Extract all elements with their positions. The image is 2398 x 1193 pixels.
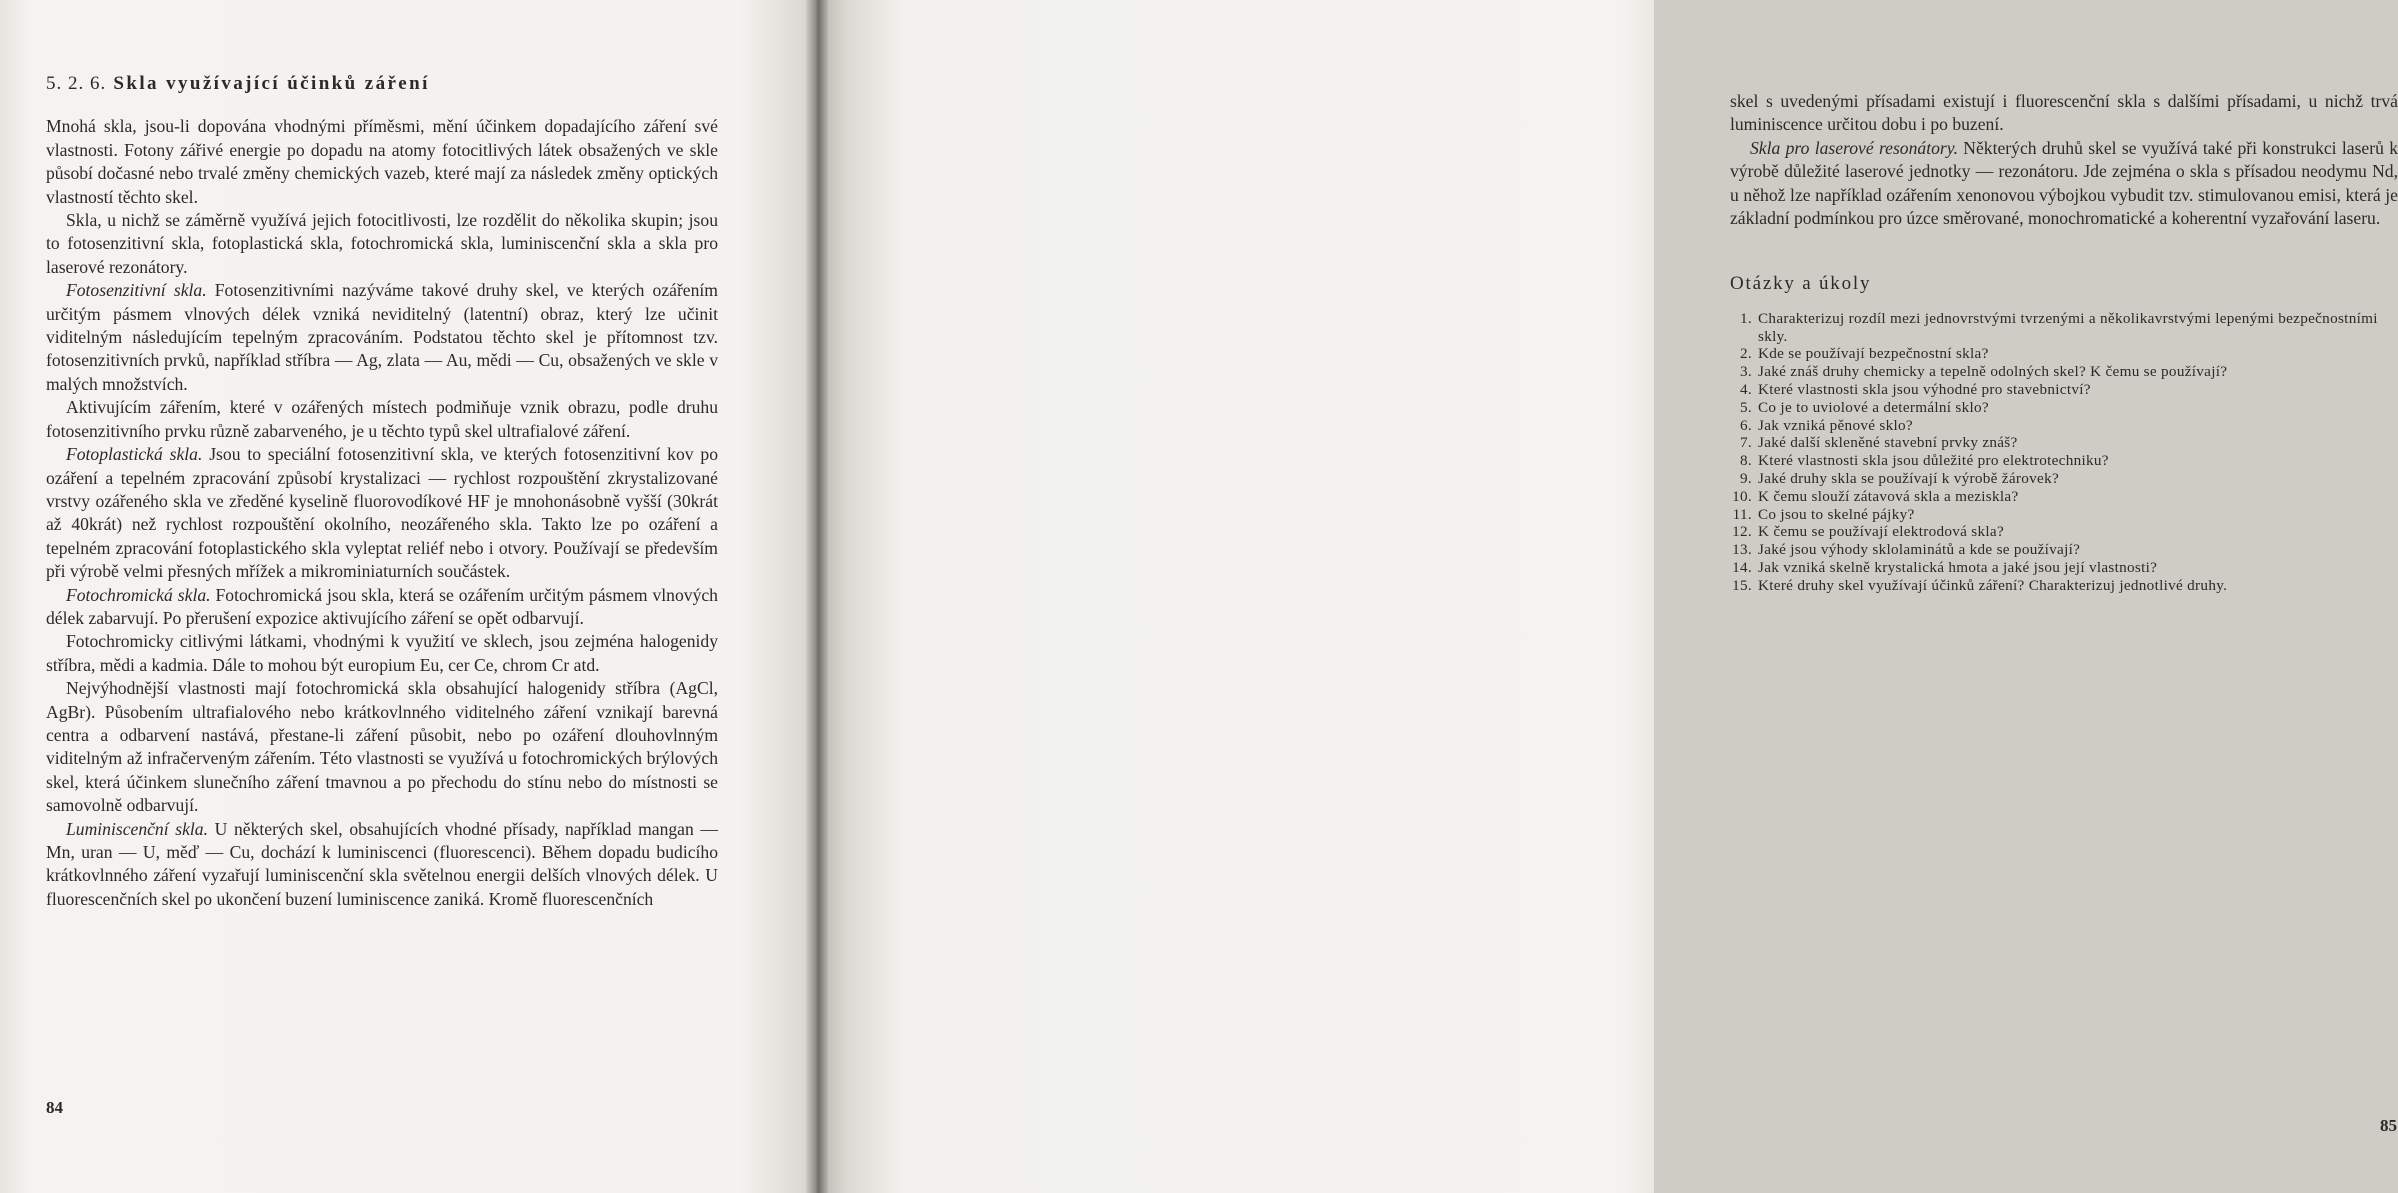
questions-heading: Otázky a úkoly	[1730, 273, 1872, 295]
list-item: 12. K čemu se používají elektrodová skla?	[1732, 523, 2005, 541]
right-page	[822, 0, 2398, 1193]
subsection-lead: Skla pro laserové resonátory.	[1750, 137, 1958, 158]
subsection-lead: Fotochromická skla.	[66, 584, 211, 605]
paragraph: Aktivujícím zářením, které v ozářených místech podmiňuje vznik obrazu, podle druhu fotosenzitivního prvku různě zabarveného, je u těchto typů skel ultrafialové záření.	[46, 397, 718, 441]
right-page-body	[1730, 90, 2398, 595]
list-item: 14. Jak vzniká skelně krystalická hmota a jaké jsou její vlastnosti?	[1732, 559, 2158, 576]
paragraph: Fotoplastická skla. Jsou to speciální fotosenzitivní skla, ve kterých fotosenzitivní kov po ozáření a tepelném zpracování způsobí krystalizaci — rychlost rozpouštění zkrystalizované vrstvy ozářeného skla ve zředěné kyselině fluorovodíkové HF je mnohonásobně vyšší (30krát až 40krát) než rychlost rozpouštění okolního, neozářeného skla. Takto lze po ozáření a tepelném zpracování fotoplastického skla vyleptat reliéf nebo i otvory. Používají se především při výrobě velmi přesných mřížek a mikrominiaturních součástek.	[46, 444, 718, 582]
subsection-lead: Fotoplastická skla.	[66, 444, 203, 465]
paragraph: Fotosenzitivní skla. Fotosenzitivními nazýváme takové druhy skel, ve kterých ozářením určitým pásmem vlnových délek vzniká neviditelný (latentní) obraz, který lze učinit viditelným následujícím tepelným zpracováním. Podstatou těchto skel je přítomnost tzv. fotosenzitivních prvků, například stříbra — Ag, zlata — Au, mědi — Cu, obsažených ve skle v malých množstvích.	[46, 280, 718, 394]
list-item: 13. Jaké jsou výhody sklolaminátů a kde se používají?	[1732, 541, 2081, 559]
left-page-body	[46, 72, 718, 911]
paragraph: Skla, u nichž se záměrně využívá jejich fotocitlivosti, lze rozdělit do několika skupin; jsou to fotosenzitivní skla, fotoplastická skla, fotochromická skla, luminiscenční skla a skla pro laserové rezonátory.	[46, 210, 718, 277]
questions-list	[1730, 310, 2398, 595]
paragraph: Luminiscenční skla. U některých skel, obsahujících vhodné přísady, například mangan — Mn, uran — U, měď — Cu, dochází k luminiscenci (fluorescenci). Během dopadu budicího krátkovlnného záření vyzařují luminiscenční skla světelnou energii delších vlnových délek. U fluorescenčních skel po ukončení buzení luminiscence zaniká. Kromě fluorescenčních	[46, 818, 718, 909]
section-heading	[46, 72, 718, 95]
paragraph: Mnohá skla, jsou-li dopována vhodnými příměsmi, mění účinkem dopadajícího záření své vlastnosti. Fotony zářivé energie po dopadu na atomy fotocitlivých látek obsažených ve skle působí dočasné nebo trvalé změny chemických vazeb, které mají za následek změny optických vlastností těchto skel.	[46, 116, 718, 207]
list-item: 10. K čemu slouží zátavová skla a meziskla?	[1732, 487, 2019, 505]
page-number: 85	[2380, 1116, 2397, 1135]
list-item: 2. Kde se používají bezpečnostní skla?	[1740, 345, 1989, 363]
section-number: 5. 2. 6.	[46, 73, 107, 94]
section-title: Skla využívající účinků záření	[113, 73, 430, 94]
paragraph: Fotochromicky citlivými látkami, vhodnými k využití ve sklech, jsou zejména halogenidy stříbra, mědi a kadmia. Dále to mohou být europium Eu, cer Ce, chrom Cr atd.	[46, 631, 718, 675]
paragraph: Nejvýhodnější vlastnosti mají fotochromická skla obsahující halogenidy stříbra (AgCl, AgBr). Působením ultrafialového nebo krátkovlnného viditelného záření vznikají barevná centra a odbarvení nastává, přestane-li záření působit, nebo po ozáření dlouhovlnným viditelným až infračerveným zářením. Této vlastnosti se využívá u fotochromických brýlových skel, která účinkem slunečního záření tmavnou a po přechodu do stínu nebo do místnosti se samovolně odbarvují.	[46, 678, 718, 816]
list-item: 11. Co jsou to skelné pájky?	[1732, 505, 1915, 523]
paragraph: Fotochromická skla. Fotochromická jsou skla, která se ozářením určitým pásmem vlnových délek zabarvují. Po přerušení expozice aktivujícího záření se opět odbarvují.	[46, 584, 718, 628]
list-item: 1. Charakterizuj rozdíl mezi jednovrstvými tvrzenými a několikavrstvými lepenými bezpečnostními skly.	[1740, 309, 2378, 345]
book-gutter	[806, 0, 828, 1193]
list-item: 3. Jaké znáš druhy chemicky a tepelně odolných skel? K čemu se používají?	[1740, 363, 2228, 381]
list-item: 8. Které vlastnosti skla jsou důležité pro elektrotechniku?	[1740, 452, 2109, 470]
list-item: 5. Co je to uviolové a determální sklo?	[1740, 398, 1989, 416]
page-number: 84	[46, 1098, 63, 1117]
paragraph: skel s uvedenými přísadami existují i fluorescenční skla s dalšími přísadami, u nichž trvá luminiscence určitou dobu i po buzení.	[1730, 91, 2398, 135]
list-item: 15. Které druhy skel využívají účinků záření? Charakterizuj jednotlivé druhy.	[1732, 576, 2228, 594]
paragraph: Skla pro laserové resonátory. Některých druhů skel se využívá také při konstrukci laserů k výrobě důležité laserové jednotky — rezonátoru. Jde zejména o skla s přísadou neodymu Nd, u něhož lze například ozářením xenonovou výbojkou vybudit tzv. stimulovanou emisi, která je základní podmínkou pro úzce směrované, monochromatické a koherentní vyzařování laseru.	[1730, 137, 2398, 229]
list-item: 9. Jaké druhy skla se používají k výrobě žárovek?	[1740, 470, 2059, 488]
list-item: 4. Které vlastnosti skla jsou výhodné pro stavebnictví?	[1740, 381, 2091, 399]
subsection-lead: Fotosenzitivní skla.	[66, 280, 207, 301]
subsection-lead: Luminiscenční skla.	[66, 818, 208, 839]
left-page	[0, 0, 822, 1193]
list-item: 6. Jak vzniká pěnové sklo?	[1740, 416, 1913, 434]
list-item: 7. Jaké další skleněné stavební prvky znáš?	[1740, 434, 2018, 452]
